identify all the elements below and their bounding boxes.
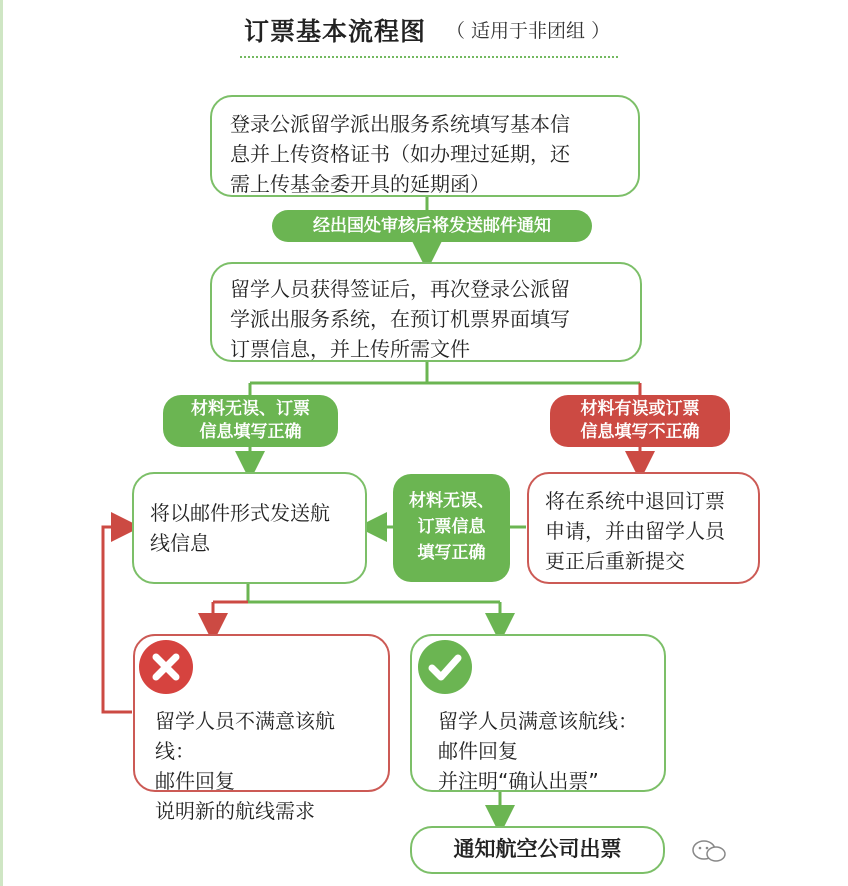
step-booking-line3: 订票信息，并上传所需文件 (230, 337, 470, 361)
x-circle-icon (139, 640, 193, 694)
send-route-line2: 线信息 (150, 531, 210, 555)
final-issue-ticket-box: 通知航空公司出票 (410, 826, 665, 874)
send-route-box (132, 472, 367, 584)
check-circle-icon (418, 640, 472, 694)
ok-condition-label-2 (393, 474, 510, 582)
satisfied-line3: 并注明“确认出票” (438, 769, 599, 793)
step-booking-line2: 学派出服务系统，在预订机票界面填写 (230, 307, 570, 331)
ok-condition2-line3: 填写正确 (417, 543, 486, 563)
wechat-icon (690, 838, 730, 864)
unsatisfied-line1: 留学人员不满意该航线： (155, 709, 335, 763)
page-title: 订票基本流程图 (244, 17, 427, 46)
ok-condition-line1: 材料无误、订票 (191, 399, 310, 419)
reject-line3: 更正后重新提交 (545, 549, 685, 573)
error-condition-line2: 信息填写不正确 (580, 422, 700, 442)
ok-condition2-line1: 材料无误、 (409, 491, 494, 511)
step-register-box (210, 95, 640, 197)
step-booking-box (210, 262, 642, 362)
ok-condition-line2: 信息填写正确 (199, 422, 302, 442)
step-register-line1: 登录公派留学派出服务系统填写基本信 (230, 112, 570, 136)
send-route-line1: 将以邮件形式发送航 (150, 501, 330, 525)
reject-line2: 申请，并由留学人员 (545, 519, 725, 543)
review-notice-label: 经出国处审核后将发送邮件通知 (272, 210, 592, 242)
ok-condition-label (163, 395, 338, 447)
step-booking-line1: 留学人员获得签证后，再次登录公派留 (230, 277, 570, 301)
unsatisfied-line3: 说明新的航线需求 (155, 799, 315, 823)
ok-condition2-line2: 订票信息 (417, 517, 486, 537)
error-condition-label (550, 395, 730, 447)
reject-line1: 将在系统中退回订票 (545, 489, 725, 513)
reject-box (527, 472, 760, 584)
error-condition-line1: 材料有误或订票 (580, 399, 700, 419)
loop-back-arrow (103, 527, 132, 712)
step-register-line3: 需上传基金委开具的延期函） (230, 172, 490, 196)
page-subtitle: （ 适用于非团组 ） (446, 20, 611, 42)
step-register-line2: 息并上传资格证书（如办理过延期，还 (230, 142, 570, 166)
satisfied-line1: 留学人员满意该航线： (438, 709, 638, 733)
unsatisfied-line2: 邮件回复 (155, 769, 235, 793)
satisfied-line2: 邮件回复 (438, 739, 518, 763)
